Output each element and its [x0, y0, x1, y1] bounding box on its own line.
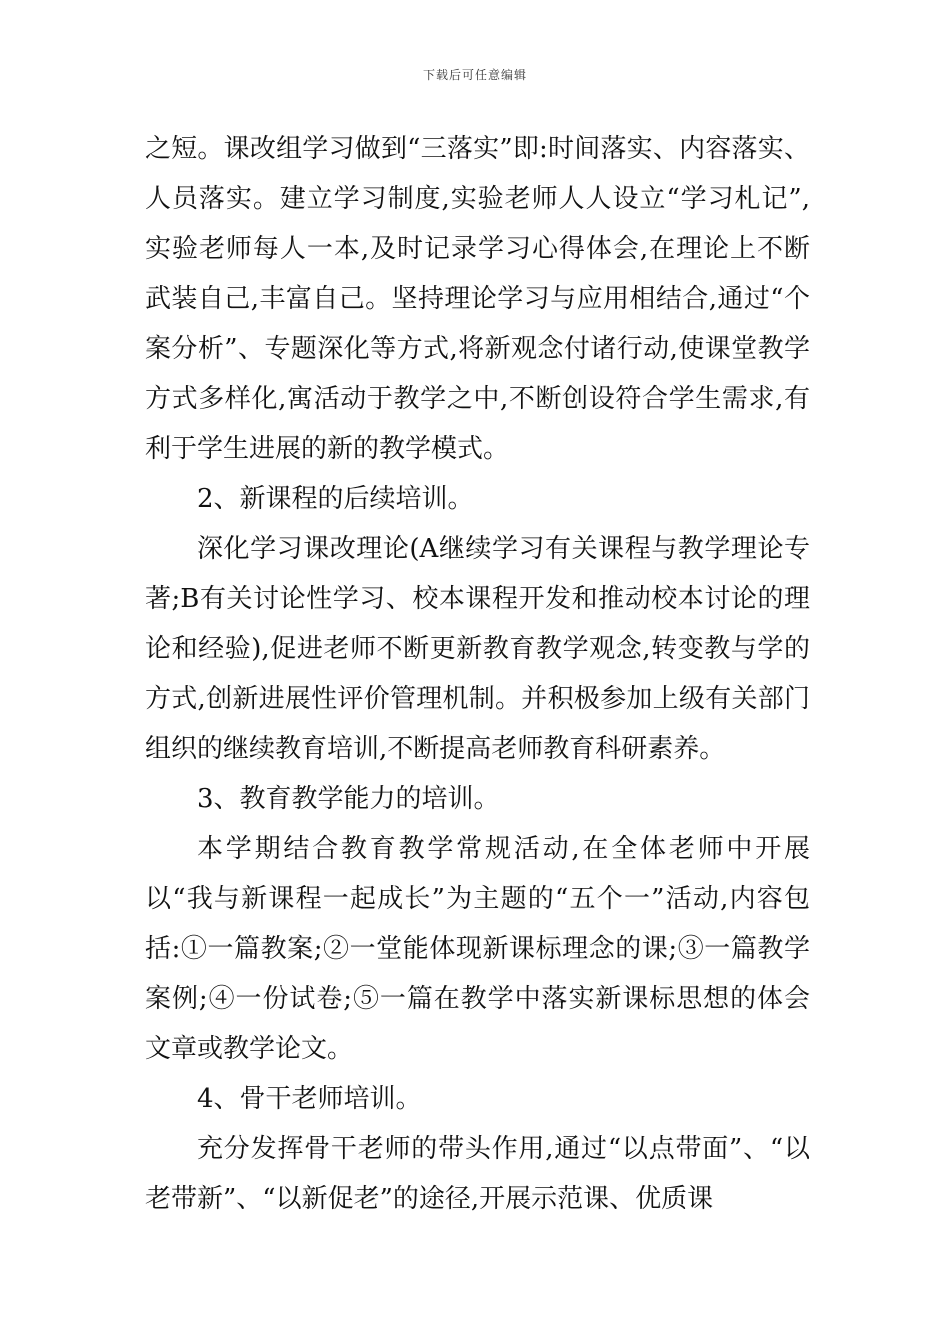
section-heading-4: 4、骨干老师培训。 — [197, 1084, 422, 1114]
paragraph-backbone-teachers: 充分发挥骨干老师的带头作用,通过“以点带面”、“以老带新”、“以新促老”的途径,开展示范课、优质课 — [145, 1134, 810, 1214]
paragraph-five-ones: 本学期结合教育教学常规活动,在全体老师中开展以“我与新课程一起成长”为主题的“五个一”活动,内容包括:①一篇教案;②一堂能体现新课标理念的课;③一篇教学案例;④一份试卷;⑤一篇在教学中落实新课标思想的体会文章或教学论文。 — [145, 834, 810, 1064]
section-heading-2: 2、新课程的后续培训。 — [197, 484, 474, 514]
page-header: 下载后可任意编辑 — [422, 68, 527, 82]
paragraph-continuation: 之短。课改组学习做到“三落实”即:时间落实、内容落实、人员落实。建立学习制度,实验老师人人设立“学习札记”,实验老师每人一本,及时记录学习心得体会,在理论上不断武装自己,丰富自己。坚持理论学习与应用相结合,通过“个案分析”、专题深化等方式,将新观念付诸行动,使课堂教学方式多样化,寓活动于教学之中,不断创设符合学生需求,有利于学生进展的新的教学模式。 — [145, 134, 810, 464]
section-heading-3: 3、教育教学能力的培训。 — [197, 784, 500, 814]
paragraph-theory-study: 深化学习课改理论(A继续学习有关课程与教学理论专著;B有关讨论性学习、校本课程开发和推动校本讨论的理论和经验),促进老师不断更新教育教学观念,转变教与学的方式,创新进展性评价管理机制。并积极参加上级有关部门组织的继续教育培训,不断提高老师教育科研素养。 — [145, 534, 810, 764]
document-body — [145, 124, 810, 1224]
